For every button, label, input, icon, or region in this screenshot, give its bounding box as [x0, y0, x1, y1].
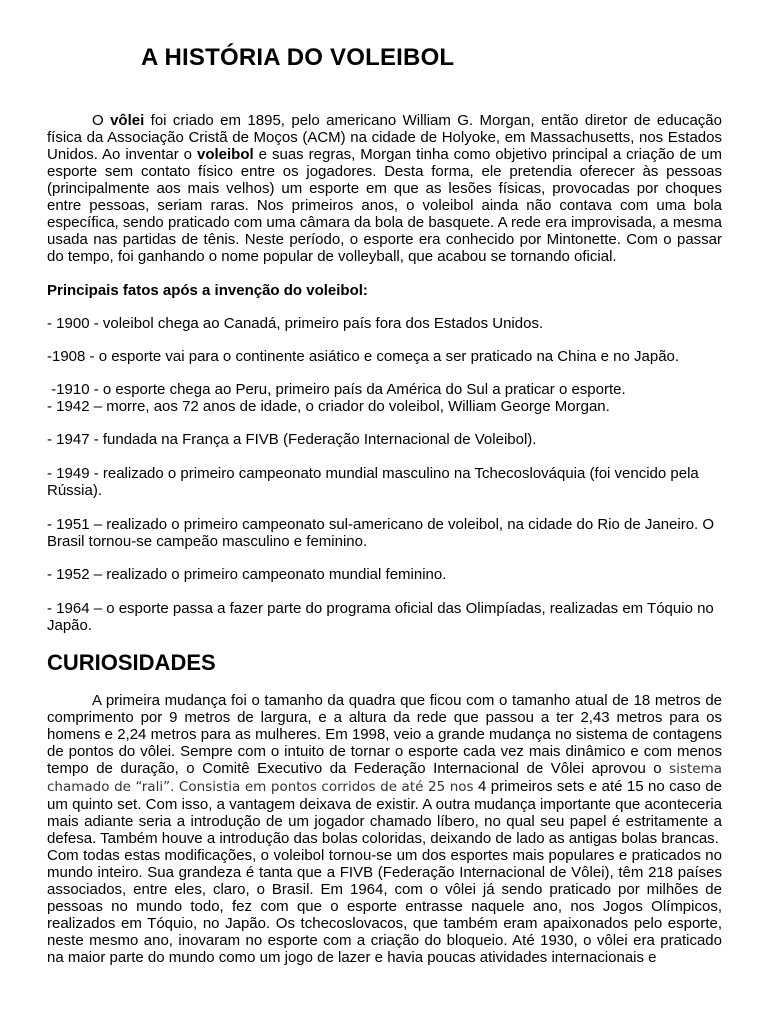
curiosities-text-3: 4 primeiros sets e até 15 no caso de um quinto set. Com isso, a vantagem deixava de existir. A outra mudança importante que aconteceria mais adiante seria a introdução de um jogador chamado líbero, no qual seu papel é estritamente a defesa. Também houve a introdução das bolas coloridas, deixando de lado as antigas bolas brancas. — [47, 778, 722, 847]
fact-1951: - 1951 – realizado o primeiro campeonato sul-americano de voleibol, na cidade do Rio de Janeiro. O Brasil tornou-se campeão masculino e feminino. — [47, 516, 715, 550]
fact-1964: - 1964 – o esporte passa a fazer parte do programa oficial das Olimpíadas, realizadas em Tóquio no Japão. — [47, 600, 714, 634]
intro-paragraph — [47, 112, 722, 265]
facts-heading: Principais fatos após a invenção do voleibol: — [47, 282, 368, 299]
curiosities-text-4: Com todas estas modificações, o voleibol tornou-se um dos esportes mais populares e praticados no mundo inteiro. Sua grandeza é tanta que a FIVB (Federação Internacional de Vôlei), têm 218 países associados, entre eles, claro, o Brasil. Em 1964, com o vôlei já sendo praticado por milhões de pessoas no mundo todo, fez com que o esporte entrasse naquele ano, nos Jogos Olímpicos, realizados em Tóquio, no Japão. Os tchecoslovacos, que também eram apaixonados pelo esporte, neste mesmo ano, inovaram no esporte com a criação do bloqueio. Até 1930, o vôlei era praticado na maior parte do mundo como um jogo de lazer e havia poucas atividades internacionais e — [47, 847, 722, 966]
curiosities-paragraph — [47, 692, 722, 966]
document-title: A HISTÓRIA DO VOLEIBOL — [141, 44, 455, 71]
intro-text-2: foi criado em 1895, pelo americano William G. Morgan, então diretor de educação física da Associação Cristã de Moços (ACM) na cidade de Holyoke, em Massachusetts, nos Estados Unidos. Ao inventar o — [47, 112, 722, 163]
curiosities-title: CURIOSIDADES — [47, 650, 216, 675]
intro-bold-voleibol: voleibol — [197, 146, 254, 163]
intro-text-3: e suas regras, Morgan tinha como objetivo principal a criação de um esporte sem contato físico entre os jogadores. Desta forma, ele pretendia oferecer às pessoas (principalmente aos mais velhos) um esporte em que as lesões físicas, provocadas por choques entre pessoas, seriam raras. Nos primeiros anos, o voleibol ainda não contava com uma bola específica, sendo praticado com uma câmara da bola de basquete. A rede era improvisada, a mesma usada nas partidas de tênis. Neste período, o esporte era conhecido por Mintonette. Com o passar do tempo, foi ganhando o nome popular de volleyball, que acabou se tornando oficial. — [47, 146, 722, 265]
curiosities-text-rali: sistema chamado de “rali”. Consistia em pontos corridos de até 25 nos — [47, 761, 722, 795]
fact-1952: - 1952 – realizado o primeiro campeonato mundial feminino. — [47, 566, 447, 583]
curiosities-text-1: A primeira mudança foi o tamanho da quadra que ficou com o tamanho atual de 18 metros de comprimento por 9 metros de largura, e a altura da rede que passou a ter 2,43 metros para os homens e 2,24 metros para as mulheres. Em 1998, veio a grande mudança no sistema de contagens de pontos do vôlei. Sempre com o intuito de tornar o esporte cada vez mais dinâmico e com menos tempo de duração, o Comitê Executivo da Federação Internacional de Vôlei aprovou o — [47, 692, 722, 777]
fact-1908: -1908 - o esporte vai para o continente asiático e começa a ser praticado na China e no Japão. — [47, 348, 680, 365]
intro-text-1: O — [92, 112, 111, 129]
fact-1947: - 1947 - fundada na França a FIVB (Federação Internacional de Voleibol). — [47, 431, 537, 448]
fact-1949: - 1949 - realizado o primeiro campeonato mundial masculino na Tchecoslováquia (foi vencido pela Rússia). — [47, 465, 699, 499]
fact-1942: - 1942 – morre, aos 72 anos de idade, o criador do voleibol, William George Morgan. — [47, 398, 610, 415]
fact-1900: - 1900 - voleibol chega ao Canadá, primeiro país fora dos Estados Unidos. — [47, 315, 544, 332]
fact-1910: -1910 - o esporte chega ao Peru, primeiro país da América do Sul a praticar o esporte. — [47, 381, 626, 398]
intro-bold-volei: vôlei — [110, 112, 145, 129]
